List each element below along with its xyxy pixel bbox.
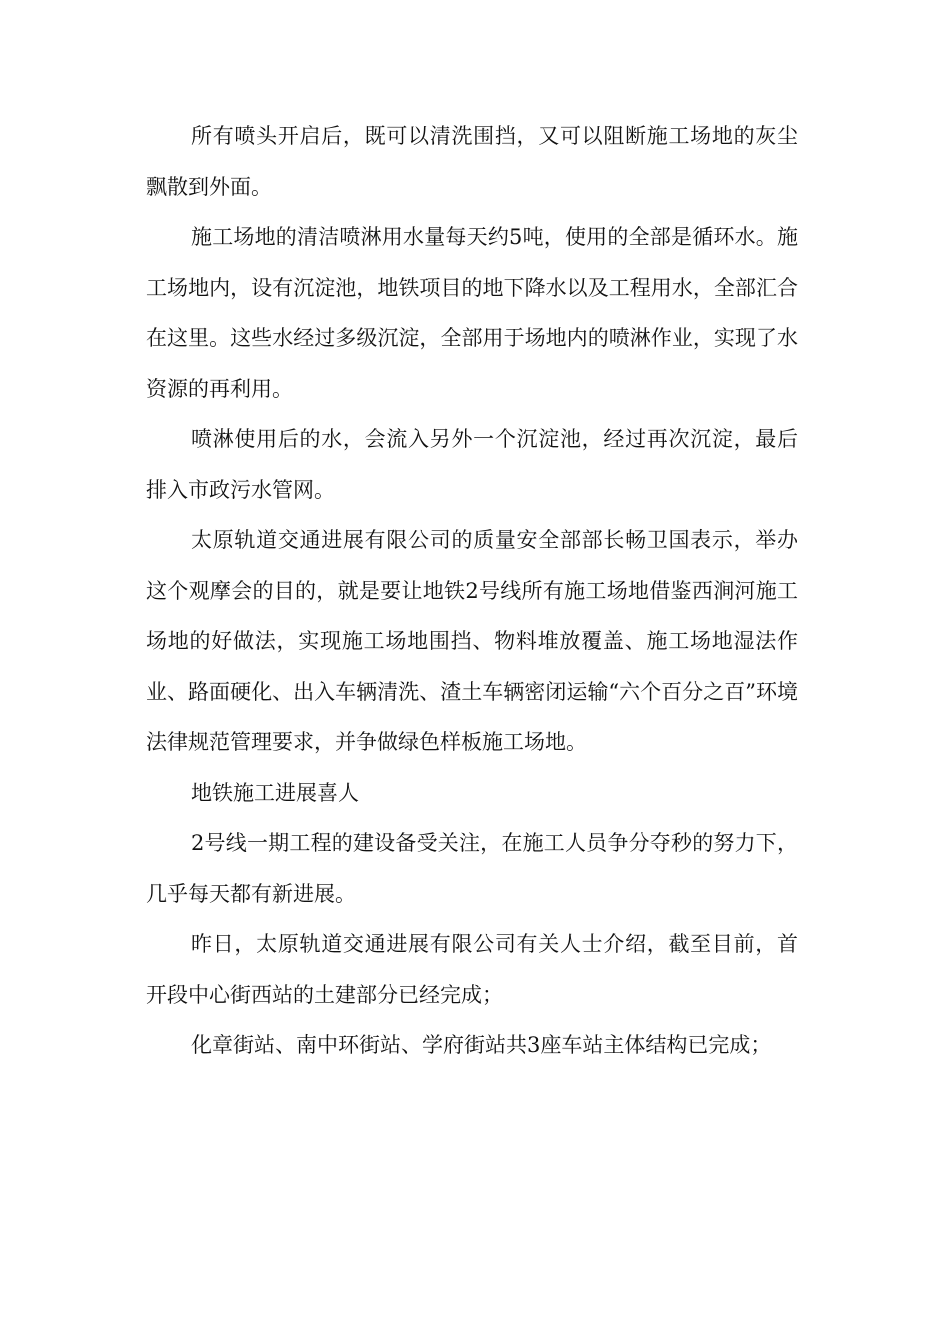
section-heading: 地铁施工进展喜人 xyxy=(191,780,359,805)
paragraph-official-statement: 太原轨道交通进展有限公司的质量安全部部长畅卫国表示，举办这个观摩会的目的，就是要让地铁2号线所有施工场地借鉴西涧河施工场地的好做法，实现施工场地围挡、物料堆放覆盖、施工场地湿法作业、路面硬化、出入车辆清洗、渣土车辆密闭运输“六个百分之百”环境法律规范管理要求，并争做绿色样板施工场地。 xyxy=(146,528,798,754)
document-body xyxy=(146,111,798,1071)
paragraph-spray-heads: 所有喷头开启后，既可以清洗围挡，又可以阻断施工场地的灰尘飘散到外面。 xyxy=(146,124,798,199)
paragraph-station-structures: 化章街站、南中环街站、学府街站共3座车站主体结构已完成； xyxy=(191,1033,772,1057)
paragraph-line2-progress: 2号线一期工程的建设备受关注，在施工人员争分夺秒的努力下，几乎每天都有新进展。 xyxy=(146,831,798,906)
paragraph-station-civil-work: 昨日，太原轨道交通进展有限公司有关人士介绍，截至目前，首开段中心街西站的土建部分已经完成； xyxy=(146,932,798,1007)
paragraph-water-recycling: 施工场地的清洁喷淋用水量每天约5吨，使用的全部是循环水。施工场地内，设有沉淀池，地铁项目的地下降水以及工程用水，全部汇合在这里。这些水经过多级沉淀，全部用于场地内的喷淋作业，实现了水资源的再利用。 xyxy=(146,225,798,401)
paragraph-sewage-discharge: 喷淋使用后的水，会流入另外一个沉淀池，经过再次沉淀，最后排入市政污水管网。 xyxy=(146,427,798,502)
